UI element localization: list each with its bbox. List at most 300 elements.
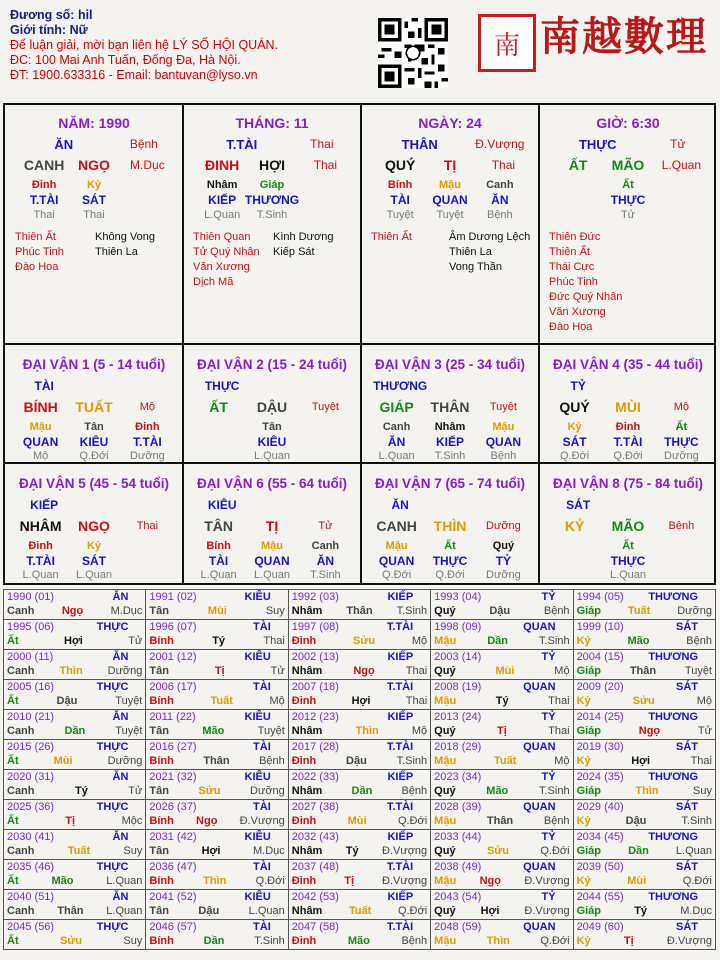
hidden-life-stage: Tuyệt xyxy=(436,209,464,221)
year-cell-top xyxy=(7,590,142,604)
year-life-stage: Mộ xyxy=(411,635,428,647)
year-cell-bottom xyxy=(292,844,427,858)
hidden-ten-god: KIÊU xyxy=(79,435,109,449)
year-cell-top xyxy=(434,920,569,934)
year-cell[interactable] xyxy=(146,590,288,620)
phone-email-line: ĐT: 1900.633316 - Email: bantuvan@lyso.vn xyxy=(10,68,258,82)
hidden-ten-god: KIÊU xyxy=(257,435,287,449)
year-label: 1997 (08) xyxy=(291,621,339,633)
year-cell[interactable] xyxy=(4,680,146,710)
year-cell[interactable] xyxy=(146,770,288,800)
hidden-stem: Bính xyxy=(206,540,231,552)
year-cell[interactable] xyxy=(573,890,715,920)
year-branch: Tý xyxy=(74,785,88,797)
year-cell[interactable] xyxy=(431,710,573,740)
year-cell[interactable] xyxy=(288,920,430,950)
year-cell-bottom xyxy=(434,634,569,648)
year-branch: Mão xyxy=(347,935,370,947)
year-cell[interactable] xyxy=(288,830,430,860)
year-cell-bottom xyxy=(7,604,142,618)
year-label: 2041 (52) xyxy=(149,891,197,903)
year-label: 2040 (51) xyxy=(7,891,55,903)
ten-god-label: KIẾP xyxy=(30,498,59,512)
year-branch: Hợi xyxy=(480,905,500,917)
year-cell[interactable] xyxy=(146,830,288,860)
year-cell[interactable] xyxy=(431,680,573,710)
year-cell[interactable] xyxy=(431,890,573,920)
year-cell[interactable] xyxy=(288,800,430,830)
ten-god-label: ĂN xyxy=(54,137,74,152)
pillar-3 xyxy=(361,105,539,345)
year-cell[interactable] xyxy=(431,800,573,830)
year-cell[interactable] xyxy=(573,650,715,680)
year-branch: Sửu xyxy=(353,635,376,647)
earthly-branch: MÃO xyxy=(611,518,645,534)
year-branch: Dần xyxy=(487,635,508,647)
year-ten-god: SÁT xyxy=(676,621,698,633)
hidden-ten-god: SÁT xyxy=(82,193,106,207)
year-life-stage: Bệnh xyxy=(686,635,712,647)
year-cell-top xyxy=(577,830,712,844)
year-cell[interactable] xyxy=(288,740,430,770)
year-life-stage: Thai xyxy=(690,755,712,767)
year-cell-top xyxy=(149,860,284,874)
branch-life-stage: Thai xyxy=(491,158,516,172)
year-cell-top xyxy=(7,740,142,754)
year-ten-god: T.TÀI xyxy=(386,921,414,933)
year-life-stage: Thai xyxy=(405,695,428,707)
year-cell[interactable] xyxy=(573,770,715,800)
dai-van-3 xyxy=(361,347,539,465)
year-cell[interactable] xyxy=(288,890,430,920)
earthly-branch: THÂN xyxy=(430,399,470,415)
hidden-life-stage: Q.Đới xyxy=(381,569,412,581)
pillar-title: NĂM: 1990 xyxy=(58,115,130,131)
year-cell[interactable] xyxy=(146,620,288,650)
hidden-stem: Mậu xyxy=(29,421,52,433)
year-cell-top xyxy=(292,620,427,634)
year-cell[interactable] xyxy=(431,740,573,770)
year-cell-top xyxy=(7,860,142,874)
year-ten-god: THỰC xyxy=(96,861,129,873)
year-life-stage: Mộc xyxy=(121,815,143,827)
year-stem: Canh xyxy=(7,665,35,677)
year-branch: Mão xyxy=(627,635,650,647)
year-cell-bottom xyxy=(434,874,569,888)
year-ten-god: TÀI xyxy=(253,681,271,693)
year-cell[interactable] xyxy=(4,710,146,740)
year-cell-top xyxy=(577,800,712,814)
year-label: 2009 (20) xyxy=(576,681,624,693)
good-star: Tử Quý Nhân xyxy=(193,246,260,258)
year-branch: Dần xyxy=(351,785,373,797)
hidden-stem: Kỷ xyxy=(86,540,102,552)
year-branch: Thân xyxy=(203,755,230,767)
heavenly-stem: ẤT xyxy=(209,399,228,415)
year-branch: Dậu xyxy=(346,755,367,767)
year-ten-god: SÁT xyxy=(676,741,698,753)
hidden-stem: Kỷ xyxy=(86,179,102,191)
year-branch: Hợi xyxy=(64,635,83,647)
year-cell-top xyxy=(434,680,569,694)
year-stem: Đinh xyxy=(291,635,317,647)
year-life-stage: Q.Đới xyxy=(255,875,285,887)
year-life-stage: Bệnh xyxy=(543,605,570,617)
year-cell-top xyxy=(434,620,569,634)
year-stem: Canh xyxy=(7,785,35,797)
earthly-branch: TUẤT xyxy=(75,399,113,415)
year-branch: Thân xyxy=(346,605,373,617)
year-cell[interactable] xyxy=(4,890,146,920)
year-life-stage: T.Sinh xyxy=(681,815,712,827)
dai-van-title: ĐẠI VẬN 8 (75 - 84 tuổi) xyxy=(552,476,704,491)
year-ten-god: ĂN xyxy=(112,711,129,723)
year-stem: Tân xyxy=(149,725,169,737)
year-cell[interactable] xyxy=(146,800,288,830)
life-stage-label: Mộ xyxy=(139,401,156,413)
year-branch: Mão xyxy=(486,785,509,797)
year-label: 2046 (57) xyxy=(149,921,197,933)
hidden-life-stage: L.Quan xyxy=(253,450,291,462)
hidden-life-stage: Bệnh xyxy=(490,450,517,462)
year-life-stage: Đ.Vượng xyxy=(666,935,712,947)
year-life-stage: Tử xyxy=(128,785,143,797)
year-cell[interactable] xyxy=(146,710,288,740)
year-stem: Tân xyxy=(149,605,169,617)
year-cell-bottom xyxy=(434,694,569,708)
year-label: 2001 (12) xyxy=(149,651,197,663)
year-cell[interactable] xyxy=(431,860,573,890)
year-branch: Sửu xyxy=(632,695,655,707)
year-life-stage: Suy xyxy=(123,845,143,857)
year-life-stage: Suy xyxy=(123,935,143,947)
year-cell-bottom xyxy=(434,934,569,948)
year-cell-top xyxy=(149,800,284,814)
year-label: 2039 (50) xyxy=(576,861,624,873)
year-stem: Mậu xyxy=(434,755,457,767)
year-cell-top xyxy=(292,590,427,604)
year-cell[interactable] xyxy=(573,830,715,860)
year-row xyxy=(4,590,716,620)
year-cell-bottom xyxy=(7,844,142,858)
dai-van-5 xyxy=(5,466,183,584)
year-branch: Mão xyxy=(202,725,225,737)
year-branch: Thìn xyxy=(355,725,379,737)
dai-van-title: ĐẠI VẬN 4 (35 - 44 tuổi) xyxy=(552,357,704,372)
year-cell-bottom xyxy=(577,634,712,648)
year-stem: Mậu xyxy=(434,935,457,947)
year-label: 2012 (23) xyxy=(291,711,339,723)
year-label: 1995 (06) xyxy=(7,621,55,633)
year-life-stage: Thai xyxy=(263,635,285,647)
year-cell[interactable] xyxy=(4,800,146,830)
year-cell[interactable] xyxy=(146,650,288,680)
hidden-ten-god: QUAN xyxy=(254,554,290,568)
year-cell[interactable] xyxy=(288,620,430,650)
year-cell[interactable] xyxy=(573,680,715,710)
year-cell-bottom xyxy=(577,694,712,708)
hidden-ten-god: ĂN xyxy=(387,435,406,449)
year-stem: Đinh xyxy=(291,695,317,707)
year-cell[interactable] xyxy=(4,830,146,860)
year-ten-god: T.TÀI xyxy=(386,801,414,813)
hidden-ten-god: T.TÀI xyxy=(613,435,643,449)
year-branch: Tị xyxy=(496,725,507,737)
year-life-stage: Q.Đới xyxy=(397,905,428,917)
owner-label: Đương số: xyxy=(10,8,75,22)
hidden-stem: Tân xyxy=(262,421,282,433)
bad-star: Không Vong xyxy=(95,231,155,243)
year-cell-bottom xyxy=(292,604,427,618)
year-ten-god: T.TÀI xyxy=(386,861,414,873)
year-stem: Kỷ xyxy=(576,695,591,707)
good-star: Thiên Quan xyxy=(193,231,251,243)
year-life-stage: Dưỡng xyxy=(107,755,143,767)
year-life-stage: L.Quan xyxy=(248,905,285,917)
year-stem: Giáp xyxy=(576,605,602,617)
year-ten-god: THỰC xyxy=(96,681,129,693)
year-branch: Mùi xyxy=(347,815,367,827)
year-stem: Mậu xyxy=(434,875,457,887)
good-star: Phúc Tinh xyxy=(15,246,64,258)
year-stem: Đinh xyxy=(291,755,317,767)
year-cell[interactable] xyxy=(146,680,288,710)
year-cell[interactable] xyxy=(146,890,288,920)
year-stem: Quý xyxy=(434,905,456,917)
year-branch: Thân xyxy=(486,815,514,827)
year-branch: Dần xyxy=(203,935,225,947)
good-star: Thiên Đức xyxy=(549,231,601,243)
year-cell[interactable] xyxy=(431,920,573,950)
year-label: 2007 (18) xyxy=(291,681,339,693)
hidden-stem: Nhâm xyxy=(434,421,466,433)
year-branch: Thân xyxy=(57,905,84,917)
year-cell[interactable] xyxy=(4,770,146,800)
qr-code[interactable] xyxy=(378,18,448,88)
year-cell-top xyxy=(292,830,427,844)
year-cell-top xyxy=(434,830,569,844)
year-branch: Dậu xyxy=(56,695,78,707)
ten-god-label: KIÊU xyxy=(207,498,237,512)
hidden-stem: Canh xyxy=(486,179,514,191)
year-cell[interactable] xyxy=(4,740,146,770)
heavenly-stem: CANH xyxy=(23,157,65,173)
year-cell[interactable] xyxy=(288,680,430,710)
hidden-ten-god: QUAN xyxy=(485,435,522,449)
year-cell[interactable] xyxy=(573,800,715,830)
hidden-stem: Ất xyxy=(444,540,456,552)
year-cell[interactable] xyxy=(288,590,430,620)
hidden-stem: Kỷ xyxy=(567,421,582,433)
year-label: 2036 (47) xyxy=(149,861,197,873)
life-stage-label: Mộ xyxy=(673,401,690,413)
year-cell[interactable] xyxy=(4,650,146,680)
year-label: 1990 (01) xyxy=(7,591,55,603)
good-star: Văn Xương xyxy=(549,306,606,318)
pillar-title: NGÀY: 24 xyxy=(418,115,482,131)
year-cell-bottom xyxy=(7,634,142,648)
year-cell[interactable] xyxy=(4,590,146,620)
year-cell[interactable] xyxy=(573,620,715,650)
year-row xyxy=(4,710,716,740)
year-stem: Đinh xyxy=(291,935,317,947)
brand-logo: 南越數理 xyxy=(540,13,708,60)
earthly-branch: MÃO xyxy=(611,157,645,173)
year-cell[interactable] xyxy=(4,620,146,650)
year-cell[interactable] xyxy=(431,650,573,680)
year-branch: Hợi xyxy=(201,845,221,857)
year-branch: Thìn xyxy=(486,935,510,947)
year-cell[interactable] xyxy=(288,770,430,800)
ten-god-label: THÂN xyxy=(401,137,438,152)
year-stem: Ất xyxy=(7,635,19,647)
year-life-stage: Thai xyxy=(405,665,428,677)
year-cell[interactable] xyxy=(288,860,430,890)
year-label: 2043 (54) xyxy=(434,891,482,903)
year-life-stage: Bệnh xyxy=(401,785,428,797)
hidden-life-stage: L.Quan xyxy=(200,569,237,581)
heavenly-stem: GIÁP xyxy=(379,399,414,415)
year-cell-top xyxy=(149,680,284,694)
hidden-stem: Đinh xyxy=(31,179,57,191)
dai-van-title: ĐẠI VẬN 2 (15 - 24 tuổi) xyxy=(196,357,348,372)
year-ten-god: SÁT xyxy=(676,921,698,933)
earthly-branch: HỢI xyxy=(259,157,285,173)
year-branch: Ngọ xyxy=(353,665,375,677)
year-stem: Bính xyxy=(149,635,174,647)
year-stem: Đinh xyxy=(291,815,317,827)
year-cell[interactable] xyxy=(573,590,715,620)
hidden-life-stage: T.Sinh xyxy=(310,569,341,581)
year-branch: Tị xyxy=(623,935,634,947)
year-life-stage: Tử xyxy=(697,725,712,737)
year-ten-god: ĂN xyxy=(112,591,129,603)
hidden-life-stage: L.Quan xyxy=(22,569,59,581)
year-life-stage: L.Quan xyxy=(675,845,712,857)
year-stem: Ất xyxy=(7,875,19,887)
year-branch: Dần xyxy=(64,725,86,737)
year-life-stage: Tử xyxy=(270,665,285,677)
year-life-stage: T.Sinh xyxy=(538,635,570,647)
hidden-life-stage: Q.Đới xyxy=(79,450,109,462)
year-ten-god: THƯƠNG xyxy=(648,711,698,723)
year-cell[interactable] xyxy=(573,920,715,950)
year-branch: Sửu xyxy=(198,785,221,797)
year-cell-bottom xyxy=(434,784,569,798)
year-stem: Giáp xyxy=(576,665,602,677)
branch-life-stage: L.Quan xyxy=(661,158,702,172)
year-cell-bottom xyxy=(149,814,284,828)
year-branch: Dậu xyxy=(489,605,511,617)
hidden-life-stage: Q.Đới xyxy=(559,450,590,462)
life-stage-label: Đ.Vượng xyxy=(475,137,525,151)
year-cell[interactable] xyxy=(4,920,146,950)
year-ten-god: THƯƠNG xyxy=(648,831,698,843)
year-branch: Ngọ xyxy=(638,725,661,737)
year-cell[interactable] xyxy=(573,740,715,770)
year-label: 2049 (60) xyxy=(576,921,624,933)
year-cell-bottom xyxy=(7,934,142,948)
year-cell[interactable] xyxy=(4,860,146,890)
year-cell-bottom xyxy=(149,784,284,798)
year-label: 1992 (03) xyxy=(291,591,339,603)
year-cell-top xyxy=(149,710,284,724)
year-cell[interactable] xyxy=(146,740,288,770)
year-label: 2016 (27) xyxy=(149,741,197,753)
year-cell[interactable] xyxy=(146,860,288,890)
year-cell-top xyxy=(292,890,427,904)
year-life-stage: Q.Đới xyxy=(682,875,712,887)
year-cell[interactable] xyxy=(573,860,715,890)
year-life-stage: Tuyệt xyxy=(115,725,143,737)
ten-god-label: TỶ xyxy=(570,379,586,393)
year-branch: Hợi xyxy=(351,695,371,707)
hidden-ten-god: T.TÀI xyxy=(133,435,162,449)
year-cell-top xyxy=(577,710,712,724)
year-life-stage: Thai xyxy=(548,725,570,737)
life-stage-label: Tuyệt xyxy=(311,401,339,413)
year-cell-top xyxy=(292,740,427,754)
year-cell[interactable] xyxy=(573,710,715,740)
earthly-branch: NGỌ xyxy=(78,157,110,173)
year-row xyxy=(4,740,716,770)
year-branch: Tuất xyxy=(348,905,372,917)
hidden-ten-god: SÁT xyxy=(82,554,106,568)
year-life-stage: M.Dục xyxy=(110,605,143,617)
year-stem: Quý xyxy=(434,785,456,797)
year-label: 1999 (10) xyxy=(576,621,624,633)
year-branch: Ngọ xyxy=(196,815,218,827)
year-cell[interactable] xyxy=(288,710,430,740)
year-cell-bottom xyxy=(434,814,569,828)
year-label: 2005 (16) xyxy=(7,681,55,693)
header xyxy=(10,8,370,83)
branch-life-stage: Thai xyxy=(313,158,338,172)
year-cell[interactable] xyxy=(431,590,573,620)
hidden-life-stage: L.Quan xyxy=(75,569,113,581)
ten-god-label: TÀI xyxy=(34,379,54,393)
earthly-branch: NGỌ xyxy=(78,518,110,534)
year-cell-bottom xyxy=(434,904,569,918)
year-ten-god: T.TÀI xyxy=(386,741,414,753)
hidden-ten-god: THỰC xyxy=(610,554,646,568)
year-label: 2023 (34) xyxy=(434,771,482,783)
branch-life-stage: M.Dục xyxy=(130,158,165,172)
year-cell[interactable] xyxy=(431,770,573,800)
dai-van-6 xyxy=(183,466,361,584)
gender-label: Giới tính: xyxy=(10,23,67,37)
year-life-stage: Đ.Vượng xyxy=(524,875,570,887)
year-cell[interactable] xyxy=(146,920,288,950)
year-cell-top xyxy=(7,710,142,724)
year-cell-top xyxy=(434,890,569,904)
year-cell[interactable] xyxy=(431,620,573,650)
dai-van-title: ĐẠI VẬN 3 (25 - 34 tuổi) xyxy=(374,357,526,372)
year-cell[interactable] xyxy=(431,830,573,860)
year-cell[interactable] xyxy=(288,650,430,680)
hidden-life-stage: L.Quan xyxy=(378,450,415,462)
year-branch: Thìn xyxy=(203,875,227,887)
hidden-life-stage: L.Quan xyxy=(204,209,241,221)
hidden-ten-god: T.TÀI xyxy=(29,193,59,207)
bad-star: Kình Dương xyxy=(273,231,334,243)
earthly-branch: THÌN xyxy=(433,518,467,534)
year-cell-top xyxy=(577,770,712,784)
year-label: 2000 (11) xyxy=(7,651,54,663)
year-cell-top xyxy=(7,620,142,634)
year-cell-bottom xyxy=(7,754,142,768)
year-label: 2018 (29) xyxy=(434,741,482,753)
